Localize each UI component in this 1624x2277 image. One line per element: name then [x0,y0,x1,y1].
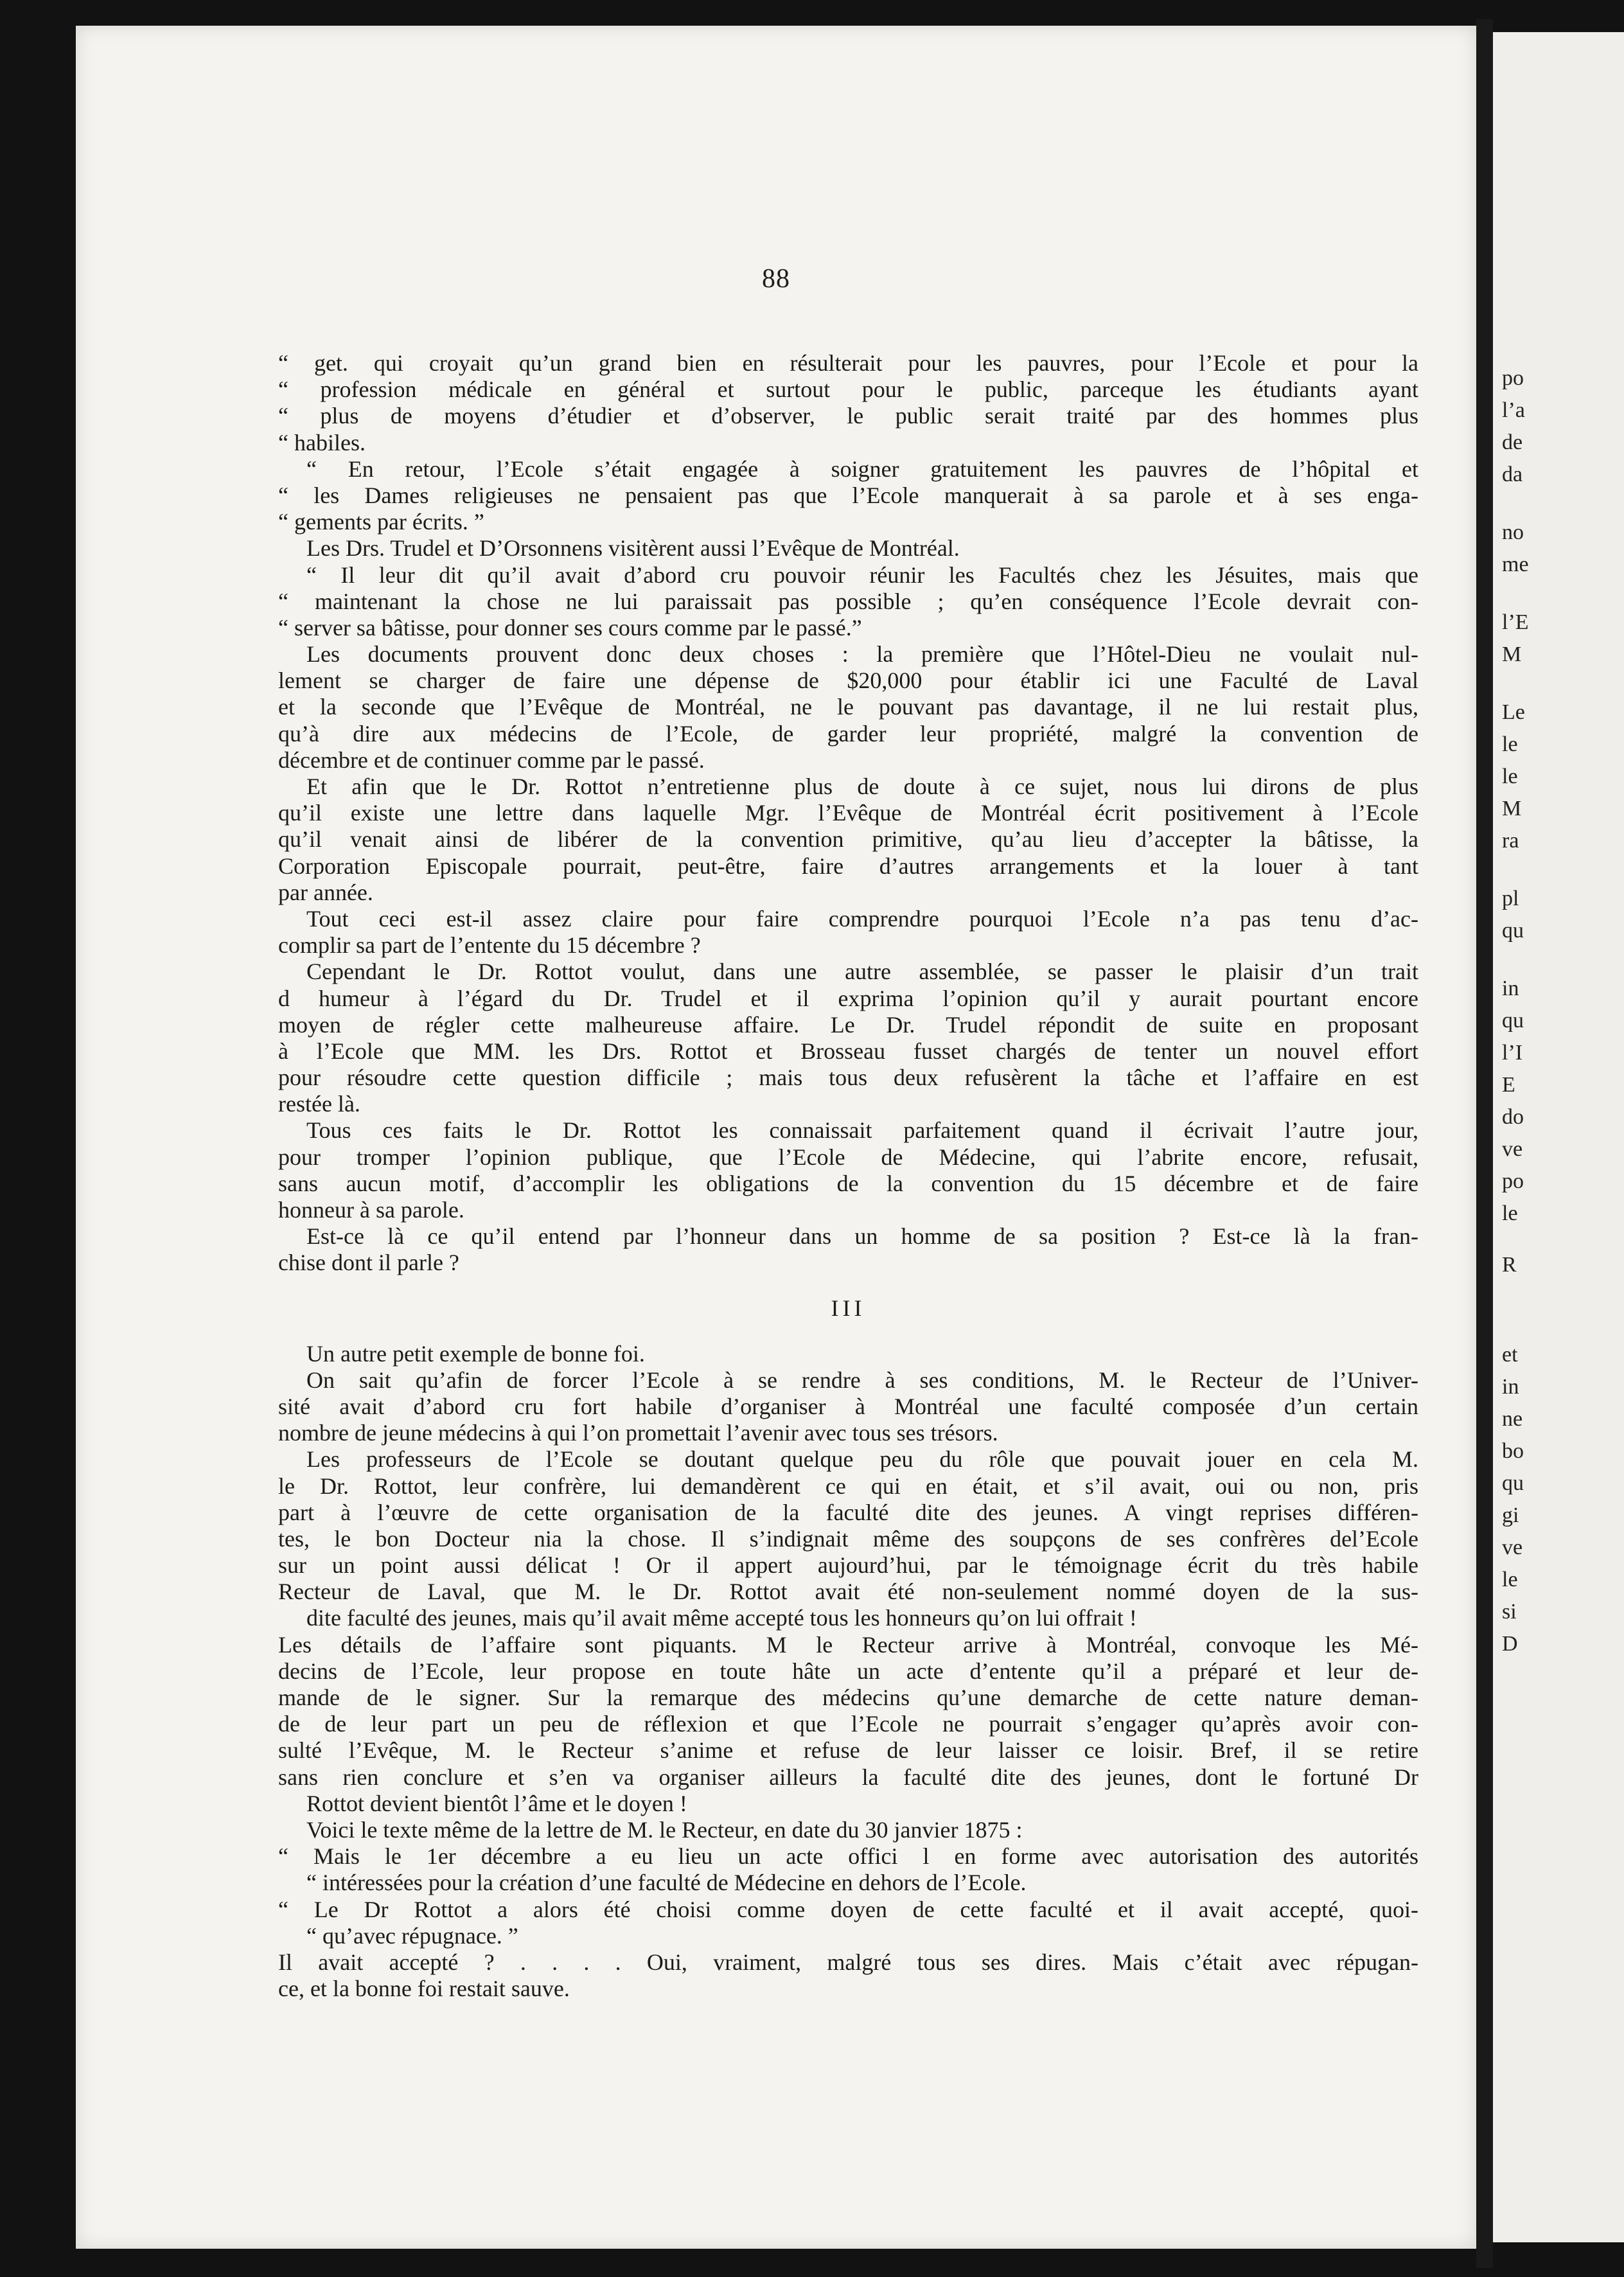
text-line: de de leur part un peu de réflexion et que l’Ecole ne pourrait s’engager qu’après avoir con- [278,1711,1418,1737]
facing-page-fragment: et [1502,1343,1518,1367]
text-line: Rottot devient bientôt l’âme et le doyen ! [306,1790,687,1816]
text-line: ce, et la bonne foi restait sauve. [278,1976,570,2002]
text-line: Tous ces faits le Dr. Rottot les connaissait parfaitement quand il écrivait l’autre jour, [306,1117,1418,1144]
text-line: sans rien conclure et s’en va organiser ailleurs la faculté dite des jeunes, dont le fortuné Dr [278,1764,1418,1790]
text-line: décembre et de continuer comme par le passé. [278,747,705,773]
facing-page-fragment: qu [1502,1009,1524,1032]
facing-page-fragment: ve [1502,1137,1523,1161]
text-line: “ maintenant la chose ne lui paraissait pas possible ; qu’en conséquence l’Ecole devrait con- [278,588,1418,614]
text-line: qu’il existe une lettre dans laquelle Mgr. l’Evêque de Montréal écrit positivement à l’Ecole [278,800,1418,826]
text-line: qu’il venait ainsi de libérer de la convention primitive, qu’au lieu d’accepter la bâtisse, la [278,826,1418,853]
text-line: Les professeurs de l’Ecole se doutant quelque peu du rôle que pouvait jouer en cela M. [306,1446,1418,1473]
text-line: dite faculté des jeunes, mais qu’il avait même accepté tous les honneurs qu’on lui offrait ! [306,1605,1137,1631]
text-line: “ Mais le 1er décembre a eu lieu un acte offici l en forme avec autorisation des autorités [278,1843,1418,1870]
document-page [76,26,1476,2249]
facing-page-fragment: ne [1502,1407,1523,1431]
facing-page-fragment: no [1502,520,1524,544]
text-line: moyen de régler cette malheureuse affaire. Le Dr. Trudel répondit de suite en proposant [278,1011,1418,1038]
facing-page-fragment: M [1502,642,1522,666]
text-line: “ server sa bâtisse, pour donner ses cours comme par le passé.” [278,614,862,641]
text-line: Il avait accepté ? . . . . Oui, vraiment, malgré tous ses dires. Mais c’était avec répugan- [278,1949,1418,1975]
text-line: “ En retour, l’Ecole s’était engagée à soigner gratuitement les pauvres de l’hôpital et [306,456,1418,482]
text-line: nombre de jeune médecins à qui l’on promettait l’avenir avec tous ses trésors. [278,1420,998,1446]
facing-page-fragment: po [1502,366,1524,390]
facing-page-fragment: R [1502,1253,1517,1277]
facing-page-fragment: po [1502,1169,1524,1193]
text-line: pour résoudre cette question difficile ; mais tous deux refusèrent la tâche et l’affaire en est [278,1065,1418,1091]
text-line: “ Le Dr Rottot a alors été choisi comme doyen de cette faculté et il avait accepté, quoi- [278,1896,1418,1922]
facing-page-fragment: de [1502,430,1523,454]
facing-page-fragment: le [1502,732,1518,756]
facing-page-fragment: gi [1502,1503,1519,1527]
text-line: Les détails de l’affaire sont piquants. M le Recteur arrive à Montréal, convoque les Mé- [278,1631,1418,1658]
facing-page-fragment: M [1502,797,1522,820]
text-line: sulté l’Evêque, M. le Recteur s’anime et refuse de leur laisser ce loisir. Bref, il se retire [278,1737,1418,1764]
facing-page-fragment: l’a [1502,398,1525,422]
text-line: “ gements par écrits. ” [278,509,484,535]
facing-page-fragment: in [1502,977,1519,1000]
text-line: part à l’œuvre de cette organisation de la faculté dite des jeunes. A vingt reprises différen- [278,1499,1418,1525]
text-line: Est-ce là ce qu’il entend par l’honneur dans un homme de sa position ? Est-ce là la fran- [306,1223,1418,1250]
text-line: et la seconde que l’Evêque de Montréal, ne le pouvant pas davantage, il ne lui restait plus, [278,694,1418,720]
text-line: Recteur de Laval, que M. le Dr. Rottot avait été non-seulement nommé doyen de la sus- [278,1579,1418,1605]
text-line: “ les Dames religieuses ne pensaient pas que l’Ecole manquerait à sa parole et à ses enga- [278,482,1418,508]
facing-page-fragment: si [1502,1600,1517,1624]
facing-page-fragment: bo [1502,1439,1524,1463]
facing-page-fragment: l’E [1502,610,1529,634]
text-line: sur un point aussi délicat ! Or il appert aujourd’hui, par le témoignage écrit du très habile [278,1552,1418,1579]
facing-page-fragment: Le [1502,700,1525,724]
facing-page-edge [1493,32,1624,2242]
text-line: mande de le signer. Sur la remarque des médecins qu’une demarche de cette nature deman- [278,1685,1418,1710]
facing-page-fragment: da [1502,463,1523,486]
facing-page-fragment: qu [1502,1471,1524,1495]
facing-page-fragment: le [1502,1568,1518,1591]
text-line: decins de l’Ecole, leur propose en toute hâte un acte d’entente qu’il a préparé et leur de- [278,1658,1418,1684]
text-line: chise dont il parle ? [278,1250,459,1276]
text-line: “ qu’avec répugnace. ” [306,1922,518,1949]
text-line: d humeur à l’égard du Dr. Trudel et il exprima l’opinion qu’il y aurait pourtant encore [278,985,1418,1011]
facing-page-fragment: D [1502,1632,1518,1656]
text-line: le Dr. Rottot, leur confrère, lui demandèrent ce qui en était, et s’il avait, oui ou non, pris [278,1473,1418,1499]
text-line: honneur à sa parole. [278,1197,464,1223]
text-line: lement se charger de faire une dépense de $20,000 pour établir ici une Faculté de Laval [278,668,1418,694]
text-line: Tout ceci est-il assez claire pour faire comprendre pourquoi l’Ecole n’a pas tenu d’ac- [306,905,1418,932]
page-number: 88 [762,264,790,294]
text-line: “ Il leur dit qu’il avait d’abord cru pouvoir réunir les Facultés chez les Jésuites, mais que [306,562,1418,588]
text-line: Les documents prouvent donc deux choses : la première que l’Hôtel-Dieu ne voulait nul- [306,641,1418,668]
text-line: Et afin que le Dr. Rottot n’entretienne plus de doute à ce sujet, nous lui dirons de plus [306,774,1418,799]
text-line: complir sa part de l’entente du 15 décembre ? [278,932,701,959]
text-line: “ habiles. [278,429,366,456]
book-spine [1476,19,1493,2268]
text-line: Les Drs. Trudel et D’Orsonnens visitèrent aussi l’Evêque de Montréal. [306,535,960,562]
text-line: à l’Ecole que MM. les Drs. Rottot et Brosseau fusset chargés de tenter un nouvel effort [278,1038,1418,1064]
text-line: Voici le texte même de la lettre de M. le Recteur, en date du 30 janvier 1875 : [306,1816,1023,1843]
facing-page-fragment: le [1502,765,1518,788]
text-line: par année. [278,879,373,905]
facing-page-fragment: do [1502,1105,1524,1129]
text-line: “ intéressées pour la création d’une faculté de Médecine en dehors de l’Ecole. [306,1870,1027,1896]
text-line: pour tromper l’opinion publique, que l’Ecole de Médecine, qui l’abrite encore, refusait, [278,1144,1418,1170]
facing-page-fragment: in [1502,1375,1519,1399]
facing-page-fragment: pl [1502,887,1519,910]
section-heading: III [831,1295,866,1321]
facing-page-fragment: qu [1502,919,1524,943]
text-line: Corporation Episcopale pourrait, peut-être, faire d’autres arrangements et la louer à tant [278,853,1418,879]
text-line: “ profession médicale en général et surtout pour le public, parceque les étudiants ayant [278,377,1418,403]
text-line: restée là. [278,1091,360,1117]
text-line: sans aucun motif, d’accomplir les obligations de la convention du 15 décembre et de faire [278,1170,1418,1196]
text-line: “ plus de moyens d’étudier et d’observer, le public serait traité par des hommes plus [278,403,1418,429]
text-line: tes, le bon Docteur nia la chose. Il s’indignait même des soupçons de ses confrères del’Ecole [278,1525,1418,1552]
text-line: qu’à dire aux médecins de l’Ecole, de garder leur propriété, malgré la convention de [278,720,1418,747]
facing-page-fragment: me [1502,553,1529,576]
text-line: On sait qu’afin de forcer l’Ecole à se rendre à ses conditions, M. le Recteur de l’Univer- [306,1367,1418,1393]
facing-page-fragment: ve [1502,1536,1523,1559]
text-line: Un autre petit exemple de bonne foi. [306,1340,645,1367]
text-line: Cependant le Dr. Rottot voulut, dans une autre assemblée, se passer le plaisir d’un trait [306,959,1418,985]
facing-page-fragment: l’I [1502,1041,1523,1065]
facing-page-fragment: E [1502,1073,1515,1097]
text-line: sité avait d’abord cru fort habile d’organiser à Montréal une faculté composée d’un certain [278,1393,1418,1419]
body-text [278,350,1418,2002]
text-line: “ get. qui croyait qu’un grand bien en résulterait pour les pauvres, pour l’Ecole et pour la [278,350,1418,376]
facing-page-fragment: ra [1502,829,1519,853]
facing-page-fragment: le [1502,1201,1518,1225]
